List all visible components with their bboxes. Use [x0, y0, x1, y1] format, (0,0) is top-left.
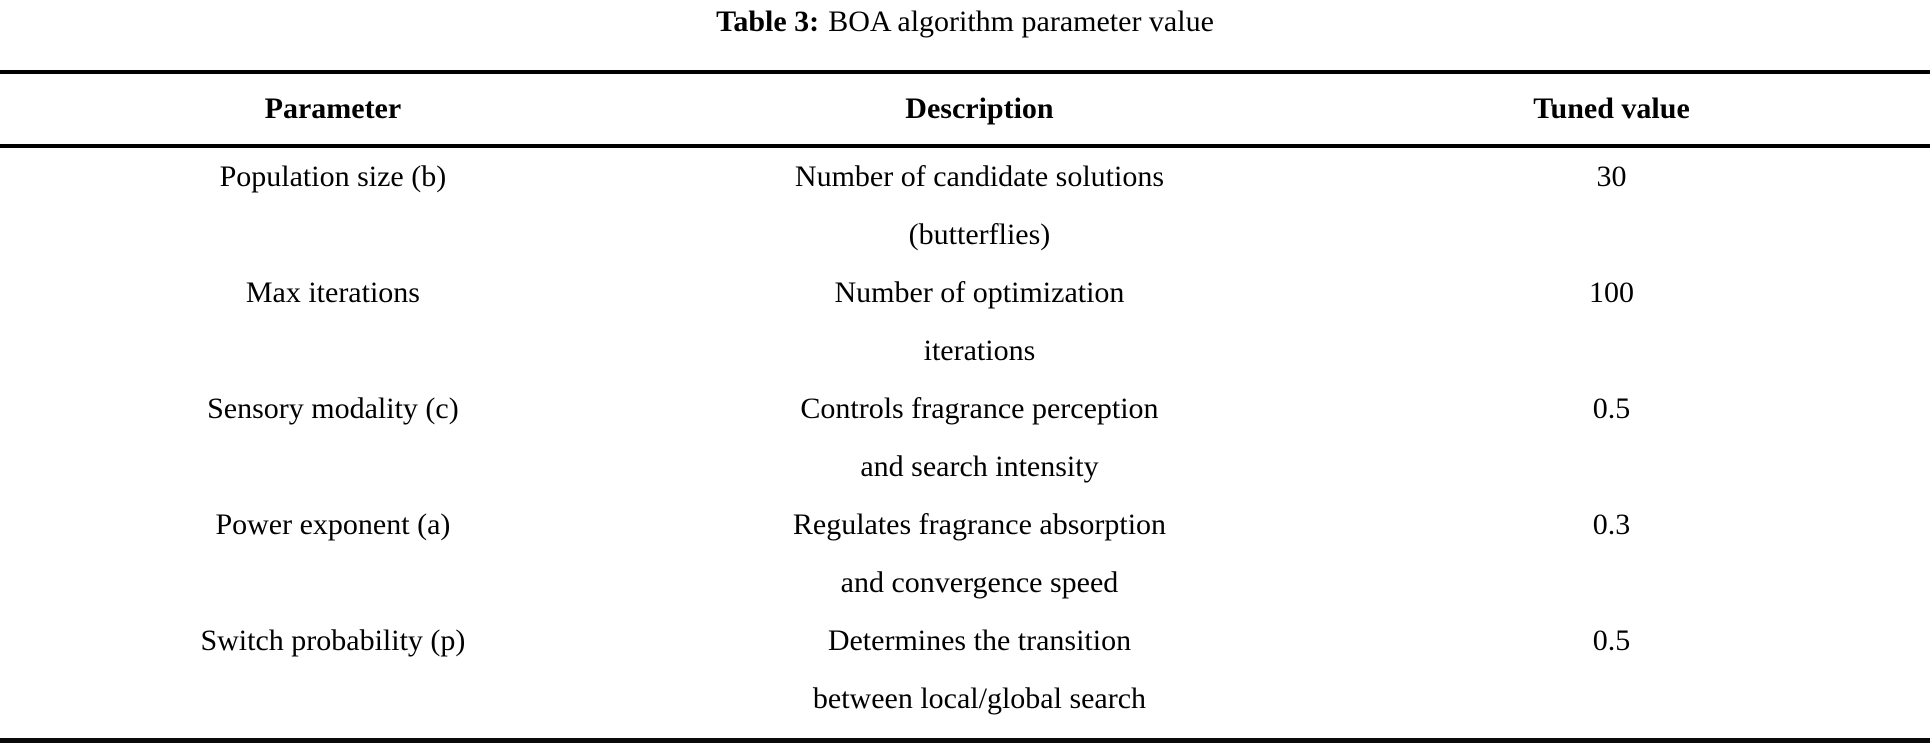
- cell-parameter: Population size (b): [219, 160, 447, 193]
- cell-description: [666, 612, 1293, 728]
- table-body: [0, 148, 1930, 728]
- table-bottom-rule: [0, 738, 1930, 743]
- cell-tuned-value: 100: [1589, 276, 1635, 309]
- cell-description: [666, 380, 1293, 496]
- description-line: (butterflies): [908, 218, 1051, 251]
- cell-description: [666, 496, 1293, 612]
- cell-parameter: Switch probability (p): [200, 624, 466, 657]
- cell-tuned-value: 30: [1596, 160, 1627, 193]
- description-line: between local/global search: [812, 682, 1147, 715]
- table-row: [0, 612, 1930, 728]
- cell-parameter: Max iterations: [245, 276, 420, 309]
- description-line: and convergence speed: [840, 566, 1119, 599]
- cell-tuned-value: 0.3: [1592, 508, 1631, 541]
- cell-parameter: Power exponent (a): [215, 508, 451, 541]
- description-line: Determines the transition: [827, 624, 1132, 657]
- table-row: [0, 264, 1930, 380]
- cell-tuned-value: 0.5: [1592, 624, 1631, 657]
- table-caption-label: Table 3:: [716, 5, 820, 38]
- cell-description: [666, 148, 1293, 264]
- table-header-row: [0, 74, 1930, 144]
- table-caption: [0, 0, 1930, 41]
- table-caption-text: BOA algorithm parameter value: [828, 5, 1214, 38]
- cell-parameter: Sensory modality (c): [207, 392, 459, 425]
- description-line: and search intensity: [860, 450, 1099, 483]
- description-line: Regulates fragrance absorption: [792, 508, 1167, 541]
- table-row: [0, 380, 1930, 496]
- table-row: [0, 496, 1930, 612]
- table-row: [0, 148, 1930, 264]
- cell-tuned-value: 0.5: [1592, 392, 1631, 425]
- description-line: iterations: [923, 334, 1036, 367]
- description-line: Number of optimization: [834, 276, 1125, 309]
- description-line: Controls fragrance perception: [800, 392, 1159, 425]
- header-cell-description: Description: [905, 92, 1054, 125]
- header-cell-parameter: Parameter: [264, 92, 402, 125]
- header-cell-tuned-value: Tuned value: [1533, 92, 1690, 125]
- description-line: Number of candidate solutions: [794, 160, 1165, 193]
- cell-description: [666, 264, 1293, 380]
